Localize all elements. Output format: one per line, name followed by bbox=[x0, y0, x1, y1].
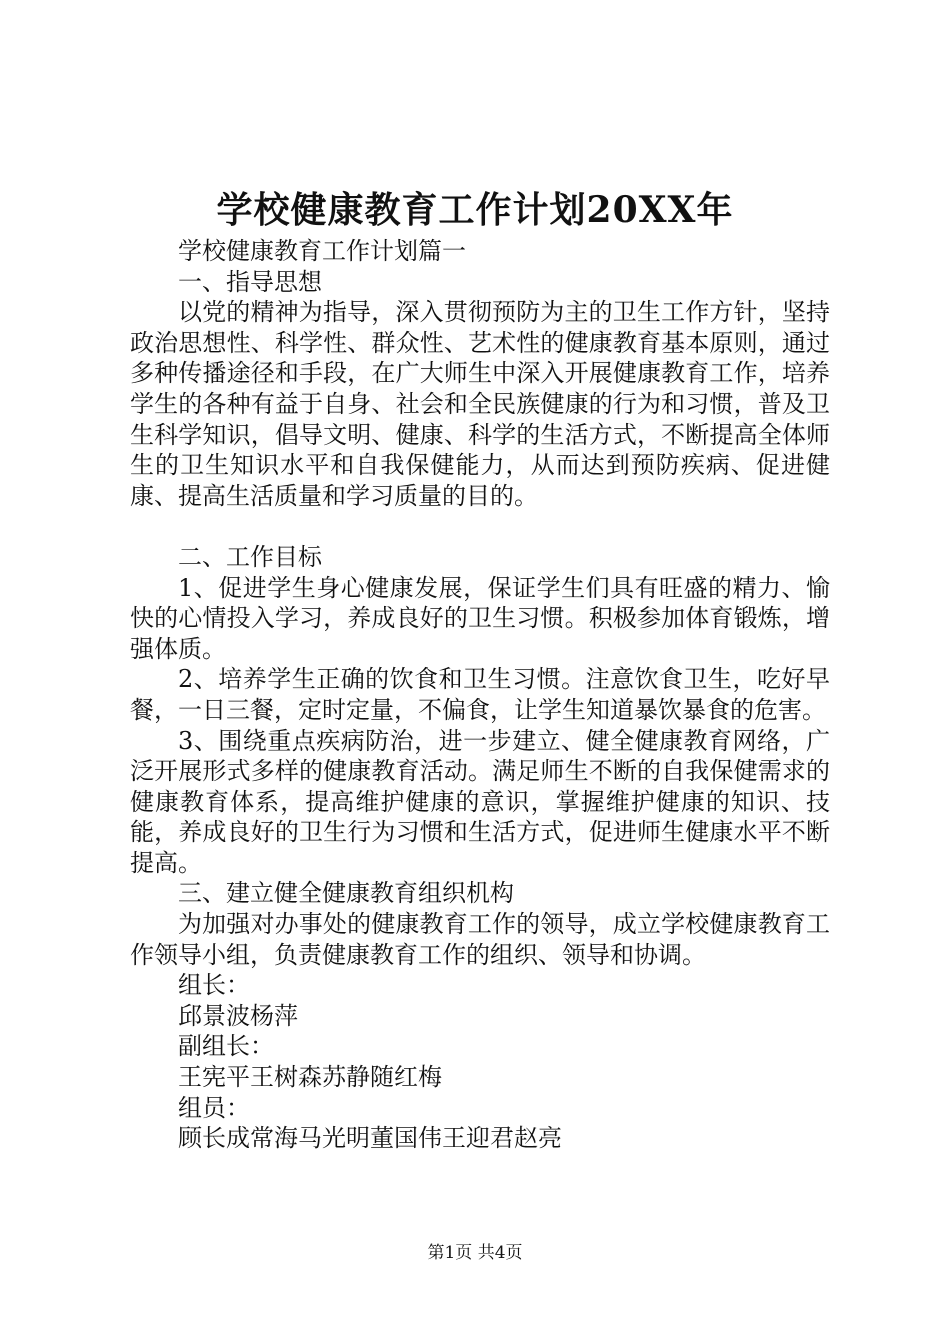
document-title: 学校健康教育工作计划20XX年 bbox=[216, 189, 734, 231]
roster-line: 组长： bbox=[178, 971, 250, 1000]
document-subtitle: 学校健康教育工作计划篇一 bbox=[178, 237, 466, 265]
paragraph: 以党的精神为指导，深入贯彻预防为主的卫生工作方针，坚持政治思想性、科学性、群众性、艺术性的健康教育基本原则，通过多种传播途径和手段，在广大师生中深入开展健康教育工作，培养学生的各种有益于自身、社会和全民族健康的行为和习惯，普及卫生科学知识，倡导文明、健康、科学的生活方式，不断提高全体师生的卫生知识水平和自我保健能力，从而达到预防疾病、促进健康、提高生活质量和学习质量的目的。 bbox=[130, 298, 830, 510]
roster-line: 副组长： bbox=[178, 1032, 274, 1061]
paragraph: 1、促进学生身心健康发展，保证学生们具有旺盛的精力、愉快的心情投入学习，养成良好的卫生习惯。积极参加体育锻炼，增强体质。 bbox=[130, 573, 830, 663]
page-indicator: 第1页 共4页 bbox=[427, 1243, 523, 1263]
roster-line: 顾长成常海马光明董国伟王迎君赵亮 bbox=[178, 1124, 562, 1153]
roster-line: 组员： bbox=[178, 1093, 250, 1122]
section-heading: 三、建立健全健康教育组织机构 bbox=[178, 879, 514, 908]
roster-line: 王宪平王树森苏静随红梅 bbox=[178, 1063, 442, 1092]
document-body bbox=[130, 236, 830, 1154]
roster-line: 邱景波杨萍 bbox=[178, 1001, 298, 1030]
paragraph: 3、围绕重点疾病防治，进一步建立、健全健康教育网络，广泛开展形式多样的健康教育活动。满足师生不断的自我保健需求的健康教育体系，提高维护健康的意识，掌握维护健康的知识、技能，养成良好的卫生行为习惯和生活方式，促进师生健康水平不断提高。 bbox=[130, 726, 830, 877]
paragraph: 为加强对办事处的健康教育工作的领导，成立学校健康教育工作领导小组，负责健康教育工作的组织、领导和协调。 bbox=[130, 910, 830, 969]
paragraph: 2、培养学生正确的饮食和卫生习惯。注意饮食卫生，吃好早餐，一日三餐，定时定量，不偏食，让学生知道暴饮暴食的危害。 bbox=[130, 665, 830, 724]
section-heading: 二、工作目标 bbox=[178, 542, 322, 571]
section-heading: 一、指导思想 bbox=[178, 267, 322, 296]
